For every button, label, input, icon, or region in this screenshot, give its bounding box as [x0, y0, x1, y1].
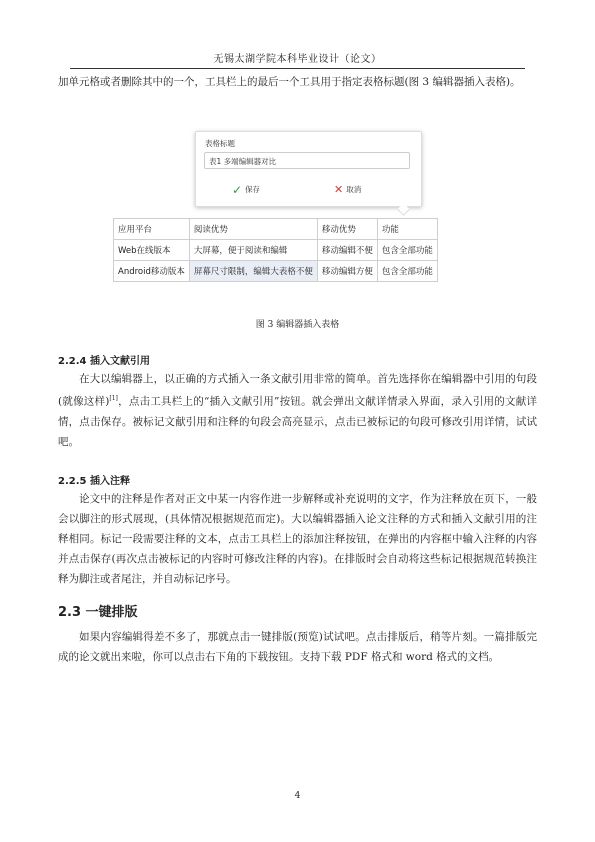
- section-heading-2-2-4: 2.2.4 插入文献引用: [58, 356, 150, 367]
- section-heading-2-2-5: 2.2.5 插入注释: [58, 476, 130, 487]
- table-title-input[interactable]: 表1 多端编辑器对比: [204, 152, 410, 169]
- table-cell[interactable]: 包含全部功能: [377, 261, 437, 282]
- section-paragraph-2-2-5: 论文中的注释是作者对正文中某一内容作进一步解释或补充说明的文字，作为注释放在页下，一般会以脚注的形式展现，(具体情况根据规范而定)。大以编辑器插入论文注释的方式和插入文献引用的注释相同。标记一段需要注释的文本，点击工具栏上的添加注释按钮，在弹出的内容框中输入注释的内容并点击保存(再次点击被标记的内容时可修改注释的内容)。在排版时会自动将这些标记根据规范转换注释为脚注或者尾注，并自动标记序号。: [58, 493, 537, 585]
- popup-pointer: [397, 203, 410, 216]
- table-cell[interactable]: 阅读优势: [189, 219, 317, 240]
- table-cell[interactable]: 移动编辑方便: [317, 261, 377, 282]
- table-cell[interactable]: 移动优势: [317, 219, 377, 240]
- table-cell[interactable]: 移动编辑不便: [317, 240, 377, 261]
- cancel-label: 取消: [346, 185, 362, 194]
- save-label: 保存: [245, 185, 261, 194]
- close-icon: ✕: [334, 182, 344, 196]
- table-cell-selected[interactable]: 屏幕尺寸限制，编辑大表格不便: [189, 261, 317, 282]
- table-cell[interactable]: Web在线版本: [114, 240, 190, 261]
- table-cell[interactable]: 应用平台: [114, 219, 190, 240]
- check-icon: ✓: [232, 182, 243, 197]
- paragraph-text: 在大以编辑器上，以正确的方式插入一条文献引用非常的简单。首先选择你在编辑器中引用的句段(就像这样): [58, 373, 537, 408]
- table-row: [114, 261, 438, 282]
- cancel-button[interactable]: [334, 184, 361, 195]
- table-title-popup: [195, 131, 422, 207]
- figure-caption: 图 3 编辑器插入表格: [255, 320, 340, 330]
- table-row: [114, 240, 438, 261]
- section-paragraph-2-2-4: [58, 369, 537, 452]
- popup-title: 表格标题: [205, 139, 235, 148]
- table-cell[interactable]: Android移动版本: [114, 261, 190, 282]
- paragraph-text: ，点击工具栏上的“插入文献引用”按钮。就会弹出文献详情录入界面，录入引用的文献详情，点击保存。被标记文献引用和注释的句段会高亮显示，点击已被标记的句段可修改引用详情，试试吧。: [58, 395, 537, 448]
- page-number: 4: [294, 791, 301, 801]
- comparison-table: [113, 218, 438, 282]
- intro-paragraph: 加单元格或者删除其中的一个，工具栏上的最后一个工具用于指定表格标题(图 3 编辑器插入表格)。: [58, 76, 521, 88]
- figure-editor-table: [113, 131, 498, 286]
- table-cell[interactable]: 大屏幕，便于阅读和编辑: [189, 240, 317, 261]
- save-button[interactable]: [232, 184, 260, 195]
- table-cell[interactable]: 功能: [377, 219, 437, 240]
- citation-mark: [1]: [109, 395, 118, 402]
- table-cell[interactable]: 包含全部功能: [377, 240, 437, 261]
- table-header-row: [114, 219, 438, 240]
- page-header: 无锡太湖学院本科毕业设计（论文）: [70, 50, 525, 69]
- section-paragraph-2-3: 如果内容编辑得差不多了，那就点击一键排版(预览)试试吧。点击排版后，稍等片刻。一篇排版完成的论文就出来啦，你可以点击右下角的下载按钮。支持下载 PDF 格式和 word 格式的文档。: [58, 631, 537, 663]
- section-heading-2-3: 2.3 一键排版: [58, 605, 138, 620]
